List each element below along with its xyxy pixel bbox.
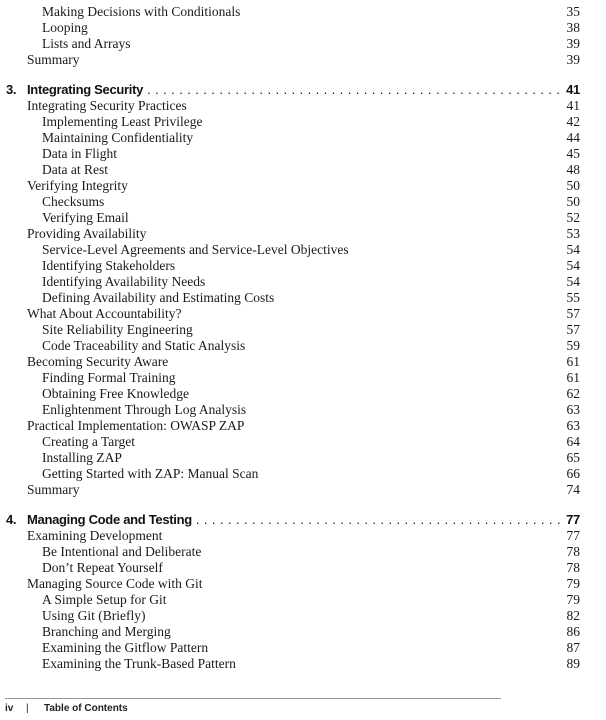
toc-entry[interactable] xyxy=(0,322,606,338)
footer-divider xyxy=(5,698,501,699)
toc-entry-title: Finding Formal Training xyxy=(42,370,176,385)
toc-entry-page: 52 xyxy=(566,210,580,225)
toc-entry-page: 87 xyxy=(566,640,580,655)
toc-entry-title: Branching and Merging xyxy=(42,624,171,639)
toc-entry-page: 78 xyxy=(566,544,580,559)
toc-entry-page: 57 xyxy=(566,306,580,321)
toc-entry-title: Maintaining Confidentiality xyxy=(42,130,194,145)
toc-entry[interactable] xyxy=(0,434,606,450)
toc-entry-page: 79 xyxy=(566,592,580,607)
toc-entry[interactable] xyxy=(0,354,606,370)
toc-entry-title: Looping xyxy=(42,20,88,35)
toc-entry-page: 50 xyxy=(566,194,580,209)
toc-entry-page: 65 xyxy=(566,450,580,465)
toc-entry-title: Examining the Gitflow Pattern xyxy=(42,640,209,655)
toc-entry-page: 45 xyxy=(566,146,580,161)
toc-entry-page: 48 xyxy=(566,162,580,177)
toc-entry-title: Verifying Integrity xyxy=(27,178,128,193)
toc-entry-title: Summary xyxy=(27,52,80,67)
toc-entry-title: Data in Flight xyxy=(42,146,117,161)
toc-entry-title: A Simple Setup for Git xyxy=(42,592,167,607)
toc-entry[interactable] xyxy=(0,242,606,258)
toc-entry[interactable] xyxy=(0,528,606,544)
toc-entry[interactable] xyxy=(0,146,606,162)
toc-entry-title: Verifying Email xyxy=(42,210,129,225)
toc-entry[interactable] xyxy=(0,370,606,386)
toc-entry-page: 79 xyxy=(566,576,580,591)
toc-entry-page: 63 xyxy=(566,418,580,433)
toc-chapter-entry[interactable] xyxy=(0,512,606,528)
toc-entry-page: 77 xyxy=(566,512,580,527)
toc-entry[interactable] xyxy=(0,162,606,178)
toc-entry-title: Data at Rest xyxy=(42,162,108,177)
toc-entry-page: 39 xyxy=(566,52,580,67)
toc-entry-title: Identifying Stakeholders xyxy=(42,258,176,273)
toc-entry-title: Service-Level Agreements and Service-Level Objectives xyxy=(42,242,349,257)
toc-entry-title: Creating a Target xyxy=(42,434,136,449)
toc-entry-page: 35 xyxy=(566,4,580,19)
toc-entry-title: Checksums xyxy=(42,194,105,209)
toc-entry-page: 59 xyxy=(566,338,580,353)
toc-entry-title: Identifying Availability Needs xyxy=(42,274,206,289)
footer-page-number: iv xyxy=(5,703,14,714)
toc-entry[interactable] xyxy=(0,402,606,418)
toc-entry-page: 74 xyxy=(566,482,580,497)
toc-entry-title: Obtaining Free Knowledge xyxy=(42,386,189,401)
toc-entry[interactable] xyxy=(0,290,606,306)
toc-entry-page: 55 xyxy=(566,290,580,305)
toc-entry[interactable] xyxy=(0,544,606,560)
toc-entry[interactable] xyxy=(0,20,606,36)
toc-entry-page: 41 xyxy=(566,82,580,97)
toc-entry-title: Managing Code and Testing . . . xyxy=(27,512,564,528)
footer-label: Table of Contents xyxy=(44,703,128,714)
toc-entry-page: 82 xyxy=(566,608,580,623)
toc-entry-title: Examining Development xyxy=(27,528,163,543)
toc-entry[interactable] xyxy=(0,306,606,322)
toc-entry[interactable] xyxy=(0,592,606,608)
toc-entry[interactable] xyxy=(0,36,606,52)
toc-entry[interactable] xyxy=(0,178,606,194)
toc-entry-page: 54 xyxy=(566,242,580,257)
toc-entry-title: Don’t Repeat Yourself xyxy=(42,560,163,575)
toc-entry-title: Enlightenment Through Log Analysis xyxy=(42,402,247,417)
toc-entry-title: Integrating Security . . . xyxy=(27,82,564,98)
toc-entry-page: 53 xyxy=(566,226,580,241)
toc-entry[interactable] xyxy=(0,98,606,114)
toc-entry[interactable] xyxy=(0,624,606,640)
toc-entry[interactable] xyxy=(0,114,606,130)
toc-entry-title: Be Intentional and Deliberate xyxy=(42,544,202,559)
toc-entry-title: Integrating Security Practices xyxy=(27,98,187,113)
toc-entry[interactable] xyxy=(0,258,606,274)
toc-entry-page: 54 xyxy=(566,258,580,273)
toc-entry-title: Code Traceability and Static Analysis xyxy=(42,338,246,353)
toc-entry-page: 64 xyxy=(566,434,580,449)
chapter-number: 4. xyxy=(6,512,17,527)
toc-entry-page: 63 xyxy=(566,402,580,417)
toc-entry-title: Site Reliability Engineering xyxy=(42,322,193,337)
toc-entry-page: 66 xyxy=(566,466,580,481)
toc-entry-title: Examining the Trunk-Based Pattern xyxy=(42,656,236,671)
toc-entry-page: 61 xyxy=(566,354,580,369)
toc-entry-page: 44 xyxy=(566,130,580,145)
toc-entry[interactable] xyxy=(0,418,606,434)
toc-entry-title: Making Decisions with Conditionals xyxy=(42,4,241,19)
footer-separator: | xyxy=(26,703,29,714)
toc-entry-title: Lists and Arrays xyxy=(42,36,131,51)
toc-entry-title: Managing Source Code with Git xyxy=(27,576,203,591)
toc-entry[interactable] xyxy=(0,130,606,146)
toc-entry-page: 42 xyxy=(566,114,580,129)
toc-entry[interactable] xyxy=(0,608,606,624)
toc-entry-title: Using Git (Briefly) xyxy=(42,608,146,623)
toc-entry-title: Providing Availability xyxy=(27,226,147,241)
toc-entry[interactable] xyxy=(0,450,606,466)
toc-entry-title: Becoming Security Aware xyxy=(27,354,169,369)
toc-entry[interactable] xyxy=(0,560,606,576)
toc-entry-title: Implementing Least Privilege xyxy=(42,114,203,129)
toc-entry[interactable] xyxy=(0,482,606,498)
toc-entry[interactable] xyxy=(0,576,606,592)
toc-entry[interactable] xyxy=(0,338,606,354)
toc-entry-title: Installing ZAP xyxy=(42,450,122,465)
toc-entry[interactable] xyxy=(0,274,606,290)
toc-entry[interactable] xyxy=(0,210,606,226)
toc-entry-page: 78 xyxy=(566,560,580,575)
toc-entry[interactable] xyxy=(0,52,606,68)
toc-entry-page: 41 xyxy=(566,98,580,113)
toc-entry-page: 89 xyxy=(566,656,580,671)
toc-entry[interactable] xyxy=(0,640,606,656)
toc-entry-title: What About Accountability? xyxy=(27,306,182,321)
toc-entry-title: Getting Started with ZAP: Manual Scan xyxy=(42,466,259,481)
toc-entry-page: 86 xyxy=(566,624,580,639)
toc-entry-title: Summary xyxy=(27,482,80,497)
toc-entry[interactable] xyxy=(0,386,606,402)
chapter-number: 3. xyxy=(6,82,17,97)
toc-entry[interactable] xyxy=(0,466,606,482)
toc-entry-page: 57 xyxy=(566,322,580,337)
toc-entry-title: Practical Implementation: OWASP ZAP xyxy=(27,418,245,433)
toc-entry-page: 50 xyxy=(566,178,580,193)
toc-entry-page: 39 xyxy=(566,36,580,51)
toc-entry[interactable] xyxy=(0,226,606,242)
toc-entry[interactable] xyxy=(0,4,606,20)
toc-entry-page: 54 xyxy=(566,274,580,289)
toc-entry[interactable] xyxy=(0,656,606,672)
toc-entry-page: 62 xyxy=(566,386,580,401)
toc-entry-page: 61 xyxy=(566,370,580,385)
toc-chapter-entry[interactable] xyxy=(0,82,606,98)
toc-entry-title: Defining Availability and Estimating Costs xyxy=(42,290,275,305)
toc-entry[interactable] xyxy=(0,194,606,210)
toc-entry-page: 38 xyxy=(566,20,580,35)
toc-entry-page: 77 xyxy=(566,528,580,543)
